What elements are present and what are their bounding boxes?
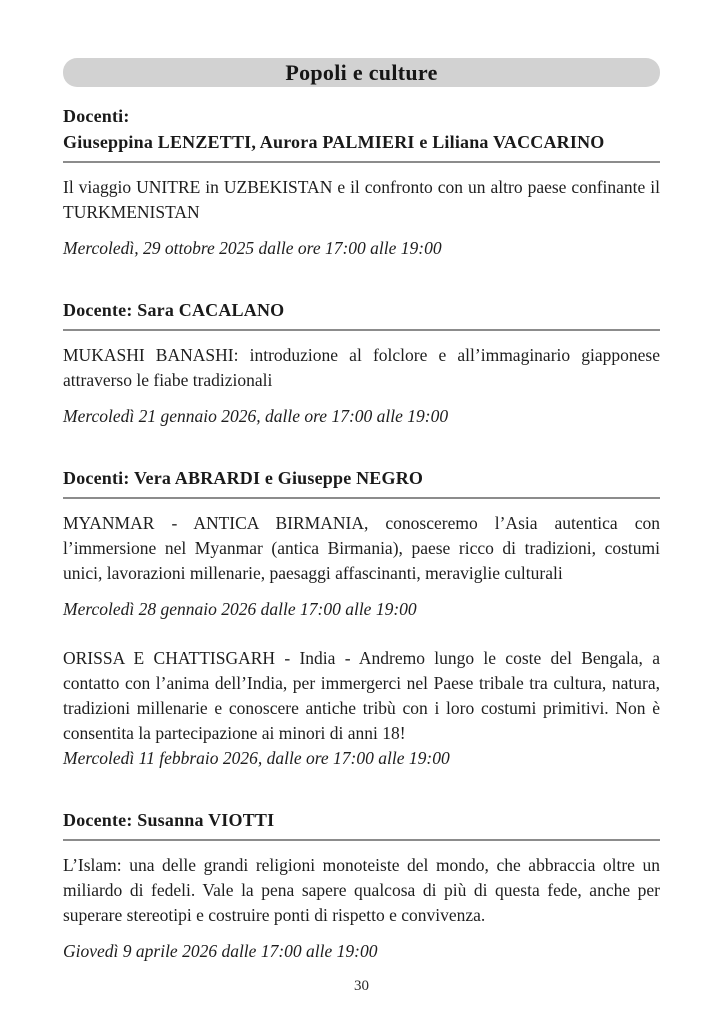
course-date: Mercoledì, 29 ottobre 2025 dalle ore 17:00 alle 19:00 — [63, 238, 442, 258]
section-title-banner — [63, 58, 660, 87]
course-description: MYANMAR - ANTICA BIRMANIA, conosceremo l’Asia autentica con l’immersione nel Myanmar (antica Birmania), paese ricco di tradizioni, costumi unici, lavorazioni millenarie, paesaggi affascinanti, meraviglie culturali — [63, 513, 660, 583]
section-body — [63, 511, 660, 771]
divider-rule — [63, 839, 660, 841]
page-content — [63, 58, 660, 996]
course-description: ORISSA E CHATTISGARH - India - Andremo lungo le coste del Bengala, a contatto con l’anima dell’India, per immergerci nel Paese tribale tra cultura, natura, tradizioni millenarie e conoscere antiche tribù con i loro costumi primitivi. Non è consentita la partecipazione ai minori di anni 18! — [63, 648, 660, 743]
section-body — [63, 853, 660, 964]
teacher-heading: Docenti: Vera ABRARDI e Giuseppe NEGRO — [63, 468, 424, 488]
course-section — [63, 807, 660, 964]
course-section — [63, 297, 660, 429]
course-description: MUKASHI BANASHI: introduzione al folclore e all’immaginario giapponese attraverso le fiabe tradizionali — [63, 345, 660, 390]
course-description: Il viaggio UNITRE in UZBEKISTAN e il confronto con un altro paese confinante il TURKMENISTAN — [63, 177, 660, 222]
divider-rule — [63, 161, 660, 163]
section-body — [63, 343, 660, 429]
course-date: Giovedì 9 aprile 2026 dalle 17:00 alle 19:00 — [63, 941, 378, 961]
teacher-heading: Docenti: Giuseppina LENZETTI, Aurora PALMIERI e Liliana VACCARINO — [63, 106, 605, 152]
course-date: Mercoledì 21 gennaio 2026, dalle ore 17:00 alle 19:00 — [63, 406, 449, 426]
page-number: 30 — [354, 978, 369, 994]
divider-rule — [63, 497, 660, 499]
course-section — [63, 103, 660, 261]
course-date: Mercoledì 28 gennaio 2026 dalle 17:00 alle 19:00 — [63, 599, 417, 619]
course-section — [63, 465, 660, 771]
teacher-heading: Docente: Susanna VIOTTI — [63, 810, 275, 830]
teacher-heading: Docente: Sara CACALANO — [63, 300, 285, 320]
course-date: Mercoledì 11 febbraio 2026, dalle ore 17:00 alle 19:00 — [63, 748, 450, 768]
section-body — [63, 175, 660, 261]
page-title: Popoli e culture — [285, 59, 438, 85]
divider-rule — [63, 329, 660, 331]
course-sections — [63, 103, 660, 964]
course-description: L’Islam: una delle grandi religioni monoteiste del mondo, che abbraccia oltre un miliardo di fedeli. Vale la pena sapere qualcosa di più di questa fede, anche per superare stereotipi e costruire ponti di rispetto e convivenza. — [63, 855, 660, 925]
